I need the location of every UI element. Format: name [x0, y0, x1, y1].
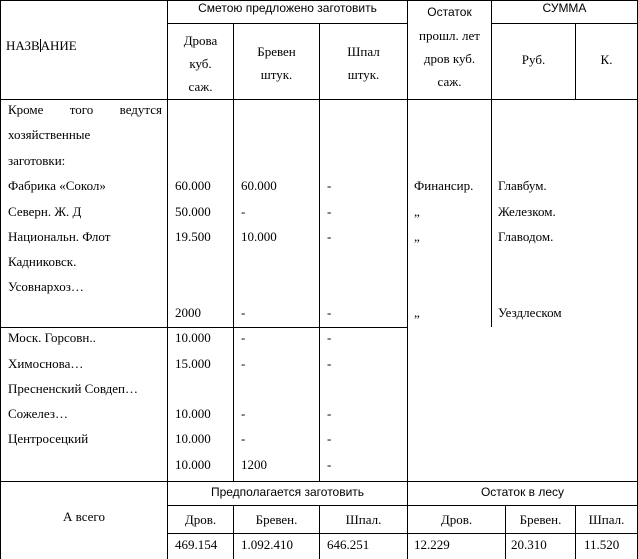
total-value-firewood: 469.154 — [175, 537, 218, 552]
row-name: Национальн. Флот — [8, 229, 111, 244]
row-logs: - — [241, 204, 246, 219]
row-firewood: 19.500 — [175, 229, 211, 244]
row-remainder: „ — [414, 204, 420, 219]
total-sub-forest-firewood: Дров. — [440, 512, 473, 527]
row-remainder: „ — [414, 229, 420, 244]
total-value-logs: 1.092.410 — [241, 537, 293, 552]
total-sub-forest-sleepers: Шпал. — [588, 512, 625, 527]
total-value-forest-sleepers: 11.520 — [584, 537, 620, 552]
row-name: Северн. Ж. Д — [8, 204, 82, 219]
row-firewood: 60.000 — [175, 178, 211, 193]
header-sum-group: СУММА — [542, 1, 587, 15]
intro-line-2: хозяйственные — [8, 127, 91, 142]
row-remainder: Финансир. — [414, 178, 474, 193]
row-firewood: 50.000 — [175, 204, 211, 219]
row-logs: 10.000 — [241, 229, 277, 244]
rule-section-split — [0, 327, 407, 328]
intro-line-3: заготовки: — [8, 153, 66, 168]
row-sleepers: - — [327, 330, 332, 345]
row-name: Фабрика «Сокол» — [8, 178, 106, 193]
rule-sum-group — [491, 23, 638, 24]
row-name: Пресненский Совдеп… — [8, 381, 139, 396]
row-sleepers: - — [327, 204, 332, 219]
row-name: Центросецкий — [8, 431, 89, 446]
total-value-forest-logs: 20.310 — [511, 537, 547, 552]
row-name: Кадниковск. — [8, 254, 77, 269]
row-sleepers: - — [327, 356, 332, 371]
row-sleepers: - — [327, 305, 332, 320]
rule-logs-col — [319, 23, 320, 481]
row-firewood: 15.000 — [175, 356, 211, 371]
header-name: НАЗВАНИЕ — [6, 38, 77, 53]
row-sleepers: - — [327, 457, 332, 472]
total-forest-header: Остаток в лесу — [480, 485, 565, 499]
row-name: Моск. Горсовн.. — [8, 330, 96, 345]
row-firewood: 2000 — [175, 305, 201, 320]
header-logs: Бревен штук. — [257, 44, 296, 82]
row-logs: 60.000 — [241, 178, 277, 193]
rule-total-sub — [167, 533, 638, 534]
header-remainder: Остаток прошл. лет дров куб. саж. — [419, 5, 480, 89]
intro-line-1: Кроме того ведутся — [8, 102, 162, 117]
row-firewood: 10.000 — [175, 406, 211, 421]
row-logs: 1200 — [241, 457, 267, 472]
row-sleepers: - — [327, 431, 332, 446]
row-sleepers: - — [327, 406, 332, 421]
rule-planned-group — [167, 23, 407, 24]
total-sub-sleepers: Шпал. — [345, 512, 382, 527]
row-remainder: „ — [414, 305, 420, 320]
row-sum: Железком. — [498, 204, 556, 219]
rule-total-top — [0, 481, 638, 482]
header-firewood: Дрова куб. саж. — [183, 33, 218, 94]
header-sum-kop: К. — [600, 52, 613, 67]
total-value-forest-firewood: 12.229 — [414, 537, 450, 552]
header-sleepers: Шпал штук. — [347, 44, 380, 82]
row-name: Усовнархоз… — [8, 279, 84, 294]
row-logs: - — [241, 356, 246, 371]
total-sub-firewood: Дров. — [184, 512, 217, 527]
row-sum: Уездлеском — [498, 305, 562, 320]
total-sub-logs: Бревен. — [255, 512, 298, 527]
row-firewood: 10.000 — [175, 330, 211, 345]
rule-total-groups — [167, 505, 638, 506]
rule-firewood-col — [233, 23, 234, 481]
header-sum-rub: Руб. — [521, 52, 546, 67]
row-logs: - — [241, 305, 246, 320]
total-planned-header: Предполагается заготовить — [210, 485, 365, 499]
row-name: Химоснова… — [8, 356, 84, 371]
row-firewood: 10.000 — [175, 457, 211, 472]
row-sleepers: - — [327, 229, 332, 244]
row-sum: Главодом. — [498, 229, 554, 244]
rule-left — [0, 0, 1, 559]
row-firewood: 10.000 — [175, 431, 211, 446]
rule-remainder-col — [491, 0, 492, 327]
total-sub-forest-logs: Бревен. — [519, 512, 562, 527]
row-sleepers: - — [327, 178, 332, 193]
row-logs: - — [241, 406, 246, 421]
row-name: Сожелез… — [8, 406, 68, 421]
row-logs: - — [241, 431, 246, 446]
row-logs: - — [241, 330, 246, 345]
row-sum: Главбум. — [498, 178, 547, 193]
total-value-sleepers: 646.251 — [327, 537, 370, 552]
header-planned-group: Сметою предложено заготовить — [198, 1, 377, 15]
total-label: А всего — [63, 509, 105, 524]
